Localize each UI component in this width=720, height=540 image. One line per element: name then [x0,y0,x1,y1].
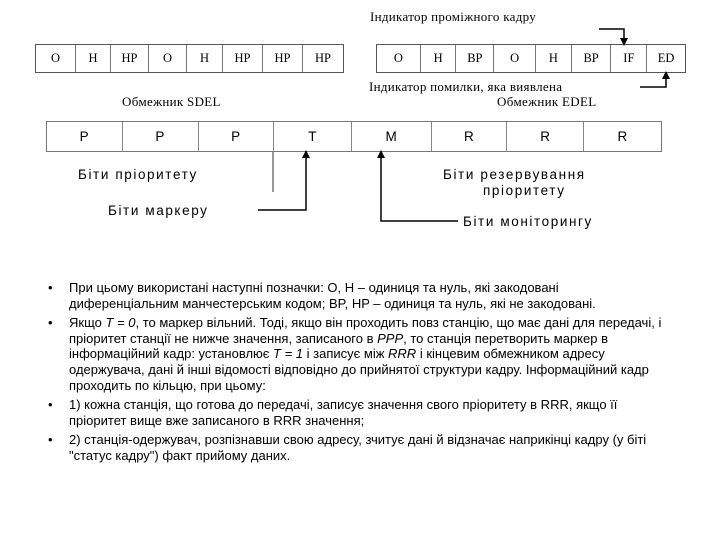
bullet-text-marker-rule [69,315,661,392]
bullet-text-notation: При цьому використані наступні позначки: O, H – одиниця та нуль, які закодовані диференціальним манчестерським кодом; BP, HP – одиниця та нуль, які не закодовані. [69,280,596,311]
bullet-text-step-1: 1) кожна станція, що готова до передачі, записує значення свого пріоритету в RRR, якщо її пріоритет вище вже записаного в RRR значення; [69,397,618,428]
error-detected-arrow [640,75,666,87]
text-fragment: і кінцевим обмежником адресу одержувача, дані й інші відомості відповідно до прийнятої структури кадру. Інформаційний кадр проходить по кільцю, при цьому: [69,346,649,393]
edel-cell: BP [572,45,612,72]
intermediate-frame-arrow [599,29,624,42]
edel-cell: BP [456,45,494,72]
bullet-marker: • [48,432,53,448]
intermediate-frame-indicator-label: Індикатор проміжного кадру [370,9,537,24]
text-fragment: і записує між [303,346,389,362]
bullet-marker: • [48,315,53,331]
edel-cell: H [536,45,572,72]
bullet-marker: • [48,397,53,413]
edel-cell: O [377,45,421,72]
list-item [48,280,668,311]
sdel-cell: O [149,45,187,72]
priority-bit-cell: P [123,122,199,151]
emphasis-fragment: RRR [388,346,417,362]
marker-bits-label: Біти маркеру [108,203,209,218]
emphasis-fragment: T = 1 [273,346,304,362]
emphasis-fragment: PPP [377,330,404,346]
text-fragment: , то станція перетворить маркер в інформаційний кадр: установлює [69,330,608,362]
reservation-bit-cell: R [432,122,508,151]
list-item [48,315,668,393]
text-fragment: , то маркер вільний. Тоді, якщо він проходить повз станцію, що має дані для передачі, і пріоритет станції не нижче значення, записаного в [69,315,662,346]
edel-cell: H [421,45,457,72]
priority-bit-cell: P [47,122,123,151]
monitoring-bits-arrow [381,154,458,221]
edel-cell: O [494,45,536,72]
reservation-bit-cell: R [507,122,584,151]
sdel-cell: HP [223,45,263,72]
bullet-text-step-2: 2) станція-одержувач, розпізнавши свою адресу, зчитує дані й відзначає наприкінці кадру (у біті "статус кадру") факт прийому даних. [69,432,647,463]
monitoring-bit-cell: M [352,122,432,151]
sdel-cell: HP [263,45,303,72]
priority-bits-label: Біти пріоритету [78,167,198,182]
list-item [48,397,668,428]
sdel-cell: H [187,45,223,72]
reservation-bits-label-line2: пріоритету [483,183,566,198]
sdel-label: Обмежник SDEL [122,94,221,109]
bullet-marker: • [48,280,53,295]
marker-bit-cell: T [274,122,352,151]
sdel-cell: H [76,45,111,72]
text-fragment: Якщо [69,315,106,331]
list-item [48,432,668,463]
priority-bit-cell: P [199,122,275,151]
monitoring-bits-label: Біти моніторингу [463,214,593,229]
reservation-bits-label-line1: Біти резервування [443,167,586,182]
emphasis-fragment: T = 0 [105,315,136,331]
sdel-cell: HP [111,45,149,72]
edel-label: Обмежник EDEL [497,94,597,109]
sdel-cell: O [36,45,76,72]
edel-cell: IF [611,45,647,72]
edel-cell: ED [657,51,675,65]
explanation-list [48,280,668,468]
marker-bits-arrow [258,154,306,210]
error-detected-indicator-label: Індикатор помилки, яка виявлена [369,79,563,94]
reservation-bit-cell: R [617,129,628,144]
sdel-cell: HP [315,51,331,65]
